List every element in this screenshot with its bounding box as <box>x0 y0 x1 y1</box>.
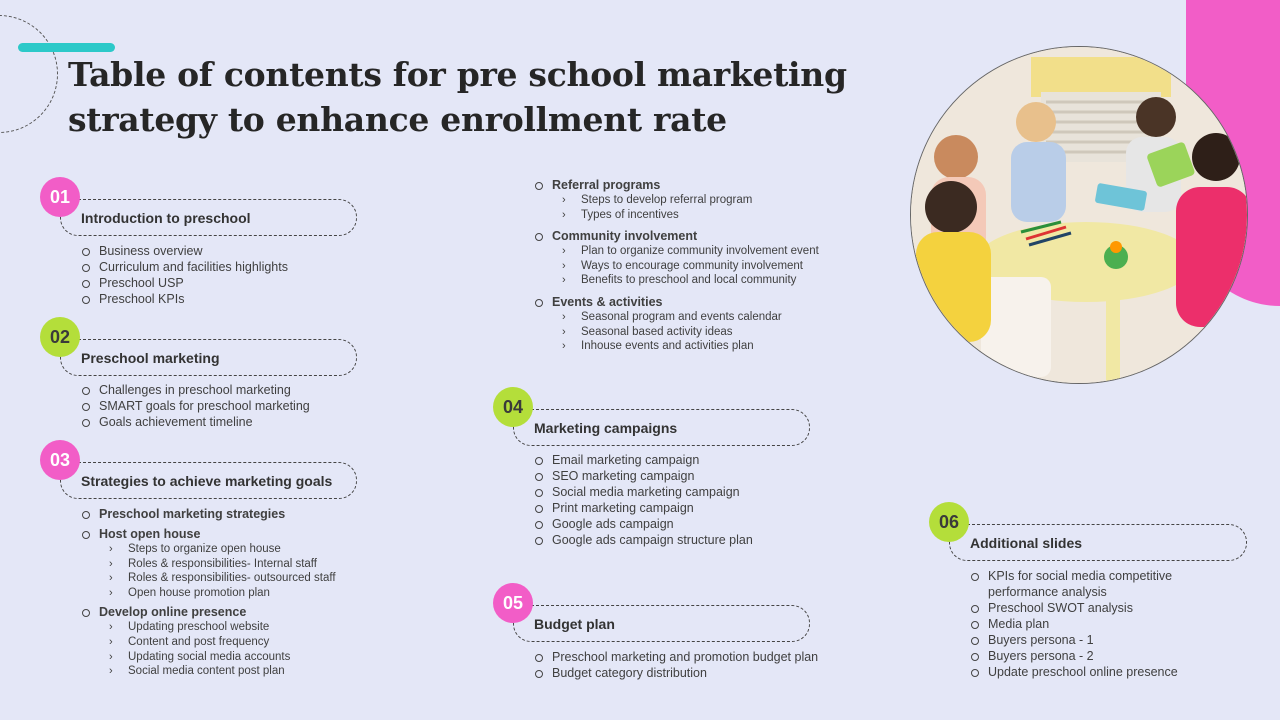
sub-list-item[interactable]: › Roles & responsibilities- outsourced staff <box>109 571 336 586</box>
sub-list-item[interactable]: › Types of incentives <box>562 208 819 223</box>
section-06-list <box>969 568 1178 680</box>
section-05-title: Budget plan <box>534 615 615 632</box>
sub-list-item[interactable]: › Content and post frequency <box>109 635 336 650</box>
list-item[interactable]: SMART goals for preschool marketing <box>80 398 310 414</box>
section-02-number-badge: 02 <box>40 317 80 357</box>
list-item[interactable]: Buyers persona - 1 <box>969 632 1178 648</box>
list-item[interactable]: Challenges in preschool marketing <box>80 382 310 398</box>
list-item[interactable]: Google ads campaign <box>533 516 753 532</box>
list-item[interactable]: Develop online presence › Updating preschool website › Content and post frequency › Updating social media accounts › Social media content post plan <box>80 604 336 678</box>
section-05-heading[interactable] <box>513 605 810 642</box>
list-item[interactable]: Curriculum and facilities highlights <box>80 259 288 275</box>
section-03-heading[interactable] <box>60 462 357 499</box>
list-item[interactable]: Social media marketing campaign <box>533 484 753 500</box>
section-06-heading[interactable] <box>949 524 1247 561</box>
list-item[interactable]: Referral programs › Steps to develop referral program › Types of incentives <box>533 177 819 222</box>
section-02-list <box>80 382 310 430</box>
section-01-list <box>80 243 288 307</box>
sub-list-item[interactable]: › Seasonal based activity ideas <box>562 325 819 340</box>
sub-list-item[interactable]: › Ways to encourage community involvement <box>562 259 819 274</box>
list-item[interactable]: Media plan <box>969 616 1178 632</box>
list-item[interactable]: Buyers persona - 2 <box>969 648 1178 664</box>
section-04-heading[interactable] <box>513 409 810 446</box>
sub-list-item[interactable]: › Plan to organize community involvement event <box>562 244 819 259</box>
list-item[interactable]: Events & activities › Seasonal program and events calendar › Seasonal based activity ideas › Inhouse events and activities plan <box>533 294 819 354</box>
section-05-list <box>533 649 818 681</box>
page-title: Table of contents for pre school marketing strategy to enhance enrollment rate <box>68 55 847 139</box>
list-item[interactable]: Preschool KPIs <box>80 291 288 307</box>
classroom-illustration-icon <box>911 47 1248 384</box>
list-item[interactable]: Community involvement › Plan to organize community involvement event › Ways to encourage community involvement › Benefits to preschool and local community <box>533 228 819 288</box>
list-item[interactable]: Preschool SWOT analysis <box>969 600 1178 616</box>
section-02-title: Preschool marketing <box>81 349 220 366</box>
section-04-title: Marketing campaigns <box>534 419 678 436</box>
list-item[interactable]: Print marketing campaign <box>533 500 753 516</box>
sub-list <box>562 310 819 354</box>
list-item[interactable]: Preschool marketing and promotion budget plan <box>533 649 818 665</box>
section-03-number-badge: 03 <box>40 440 80 480</box>
list-item[interactable]: Google ads campaign structure plan <box>533 532 753 548</box>
section-04-number-badge: 04 <box>493 387 533 427</box>
section-01-title: Introduction to preschool <box>81 209 251 226</box>
list-item[interactable]: Business overview <box>80 243 288 259</box>
sub-list-item[interactable]: › Steps to develop referral program <box>562 193 819 208</box>
sub-list-item[interactable]: › Social media content post plan <box>109 664 336 679</box>
sub-list <box>109 542 336 600</box>
sub-list <box>562 193 819 222</box>
sub-list-item[interactable]: › Roles & responsibilities- Internal staff <box>109 557 336 572</box>
section-03-title: Strategies to achieve marketing goals <box>81 472 333 489</box>
section-03-list <box>80 506 336 679</box>
list-item[interactable]: Goals achievement timeline <box>80 414 310 430</box>
children-classroom-photo <box>910 46 1248 384</box>
sub-list <box>562 244 819 288</box>
sub-list-item[interactable]: › Updating social media accounts <box>109 650 336 665</box>
list-item[interactable]: Email marketing campaign <box>533 452 753 468</box>
sub-list-item[interactable]: › Updating preschool website <box>109 620 336 635</box>
list-item[interactable]: Budget category distribution <box>533 665 818 681</box>
list-item[interactable]: KPIs for social media competitive performance analysis <box>969 568 1178 600</box>
decorative-dashed-circle <box>0 15 58 133</box>
decorative-teal-bar <box>18 43 115 52</box>
list-item[interactable]: Preschool USP <box>80 275 288 291</box>
section-01-heading[interactable] <box>60 199 357 236</box>
section-06-title: Additional slides <box>970 534 1083 551</box>
section-02-heading[interactable] <box>60 339 357 376</box>
sub-list-item[interactable]: › Benefits to preschool and local community <box>562 273 819 288</box>
list-item[interactable]: Host open house › Steps to organize open house › Roles & responsibilities- Internal staff › Roles & responsibilities- outsourced staff › Open house promotion plan <box>80 526 336 600</box>
sub-list-item[interactable]: › Seasonal program and events calendar <box>562 310 819 325</box>
list-item[interactable]: Preschool marketing strategies <box>80 506 336 522</box>
section-01-number-badge: 01 <box>40 177 80 217</box>
section-03-continued-list <box>533 177 819 354</box>
sub-list <box>109 620 336 678</box>
sub-list-item[interactable]: › Steps to organize open house <box>109 542 336 557</box>
sub-list-item[interactable]: › Open house promotion plan <box>109 586 336 601</box>
section-05-number-badge: 05 <box>493 583 533 623</box>
section-04-list <box>533 452 753 548</box>
sub-list-item[interactable]: › Inhouse events and activities plan <box>562 339 819 354</box>
list-item[interactable]: SEO marketing campaign <box>533 468 753 484</box>
section-06-number-badge: 06 <box>929 502 969 542</box>
list-item[interactable]: Update preschool online presence <box>969 664 1178 680</box>
